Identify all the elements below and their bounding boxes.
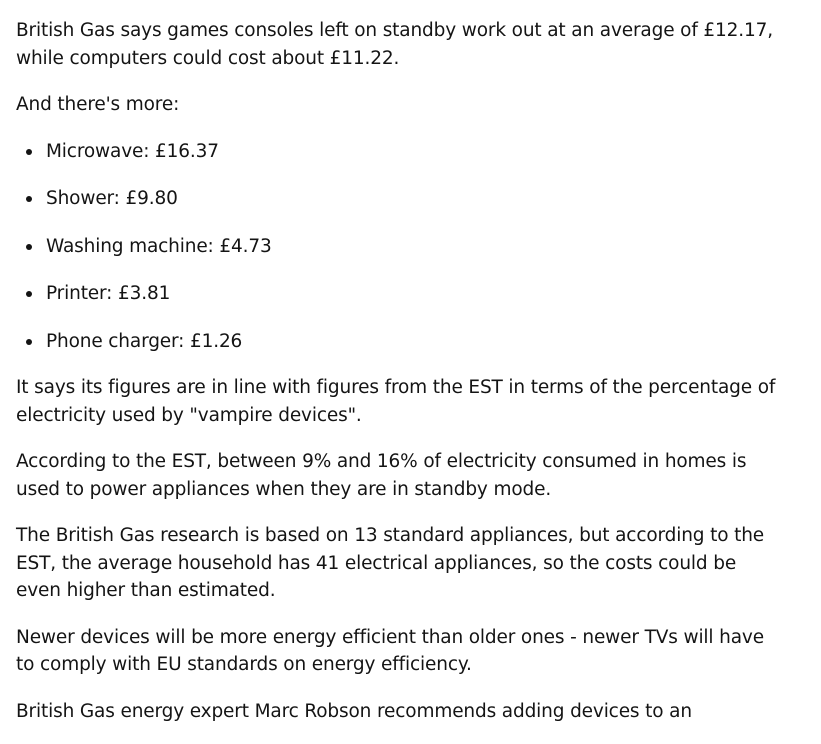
- paragraph-standby-costs: British Gas says games consoles left on standby work out at an average of £12.17, while computers could cost about £11.22.: [16, 20, 773, 69]
- paragraph-expert-recommendation: British Gas energy expert Marc Robson recommends adding devices to an: [16, 700, 692, 722]
- paragraph-newer-devices: Newer devices will be more energy efficient than older ones - newer TVs will have to comply with EU standards on energy efficiency.: [16, 626, 764, 675]
- paragraph-research-basis: The British Gas research is based on 13 standard appliances, but according to the EST, the average household has 41 electrical appliances, so the costs could be even higher than estimated.: [16, 525, 765, 601]
- bullet-dot-icon: [26, 291, 32, 297]
- list-item: [16, 280, 776, 308]
- bullet-dot-icon: [26, 339, 32, 345]
- list-item: [16, 185, 776, 213]
- bullet-dot-icon: [26, 149, 32, 155]
- paragraph-est-figures: It says its figures are in line with figures from the EST in terms of the percentage of electricity used by "vampire devices".: [16, 377, 776, 426]
- list-item: [16, 138, 776, 166]
- list-item-text: Phone charger: £1.26: [46, 330, 243, 352]
- article-body: [16, 17, 776, 744]
- paragraph-standby-percentage: According to the EST, between 9% and 16% of electricity consumed in homes is used to power appliances when they are in standby mode.: [16, 451, 747, 500]
- list-item: [16, 233, 776, 261]
- list-item-text: Washing machine: £4.73: [46, 235, 272, 257]
- list-item-text: Microwave: £16.37: [46, 140, 219, 162]
- bullet-dot-icon: [26, 196, 32, 202]
- list-item: [16, 328, 776, 356]
- bullet-dot-icon: [26, 244, 32, 250]
- list-item-text: Shower: £9.80: [46, 188, 178, 209]
- paragraph-more-intro: And there's more:: [16, 94, 180, 115]
- appliance-cost-list: [16, 138, 776, 356]
- list-item-text: Printer: £3.81: [46, 283, 171, 304]
